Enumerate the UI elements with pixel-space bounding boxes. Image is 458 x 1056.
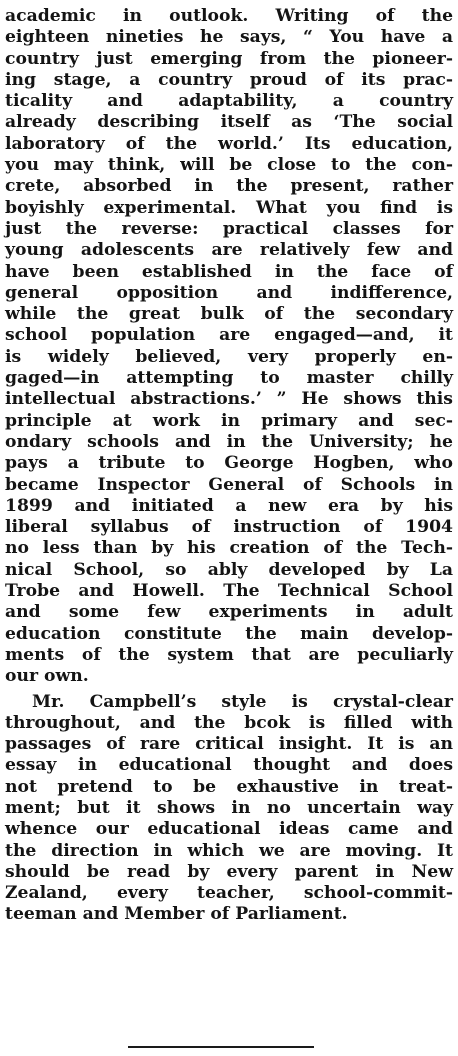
text-line: just the reverse: practical classes for	[5, 218, 453, 239]
text-line: whence our educational ideas came and	[5, 819, 453, 840]
paragraph-1	[5, 6, 453, 688]
text-line: not pretend to be exhaustive in treat-	[5, 776, 453, 797]
text-line: is widely believed, very properly en-	[5, 346, 453, 367]
text-line: young adolescents are relatively few and	[5, 240, 453, 261]
text-line: essay in educational thought and does	[5, 755, 453, 776]
text-line: gaged—in attempting to master chilly	[5, 368, 453, 389]
text-line: laboratory of the world.’ Its education,	[5, 133, 453, 154]
text-line: 1899 and initiated a new era by his	[5, 495, 453, 516]
text-line: principle at work in primary and sec-	[5, 410, 453, 431]
text-line: ing stage, a country proud of its prac-	[5, 69, 453, 90]
text-line: became Inspector General of Schools in	[5, 474, 453, 495]
text-line: boyishly experimental. What you find is	[5, 197, 453, 218]
text-line: country just emerging from the pioneer-	[5, 48, 453, 69]
text-line: Trobe and Howell. The Technical School	[5, 581, 453, 602]
text-line: ment; but it shows in no uncertain way	[5, 797, 453, 818]
section-divider	[128, 1046, 314, 1048]
text-line: academic in outlook. Writing of the	[5, 6, 453, 26]
paragraph-2	[5, 692, 453, 926]
text-line: passages of rare critical insight. It is an	[5, 734, 453, 755]
text-line: education constitute the main develop-	[5, 623, 453, 644]
text-line: ticality and adaptability, a country	[5, 91, 453, 112]
text-line: the direction in which we are moving. It	[5, 840, 453, 861]
text-line: general opposition and indifference,	[5, 282, 453, 303]
text-line: intellectual abstractions.’ ” He shows this	[5, 389, 453, 410]
text-line: should be read by every parent in New	[5, 861, 453, 882]
text-line: school population are engaged—and, it	[5, 325, 453, 346]
text-line: ments of the system that are peculiarly	[5, 644, 453, 665]
text-line: you may think, will be close to the con-	[5, 155, 453, 176]
text-line: pays a tribute to George Hogben, who	[5, 453, 453, 474]
text-line: have been established in the face of	[5, 261, 453, 282]
article-column	[5, 6, 453, 926]
text-line: while the great bulk of the secondary	[5, 304, 453, 325]
text-line: crete, absorbed in the present, rather	[5, 176, 453, 197]
text-line: eighteen nineties he says, “ You have a	[5, 27, 453, 48]
text-line: and some few experiments in adult	[5, 602, 453, 623]
text-line: Mr. Campbell’s style is crystal-clear	[32, 691, 453, 712]
text-line: our own.	[5, 666, 89, 687]
text-line: teeman and Member of Parliament.	[5, 904, 348, 925]
text-line: nical School, so ably developed by La	[5, 559, 453, 580]
text-line: liberal syllabus of instruction of 1904	[5, 517, 453, 538]
text-line: ondary schools and in the University; he	[5, 431, 453, 452]
text-line: Zealand, every teacher, school-commit-	[5, 883, 453, 904]
text-line: no less than by his creation of the Tech-	[5, 538, 453, 559]
text-line: throughout, and the bcok is filled with	[5, 712, 453, 733]
text-line: already describing itself as ‘The social	[5, 112, 453, 133]
